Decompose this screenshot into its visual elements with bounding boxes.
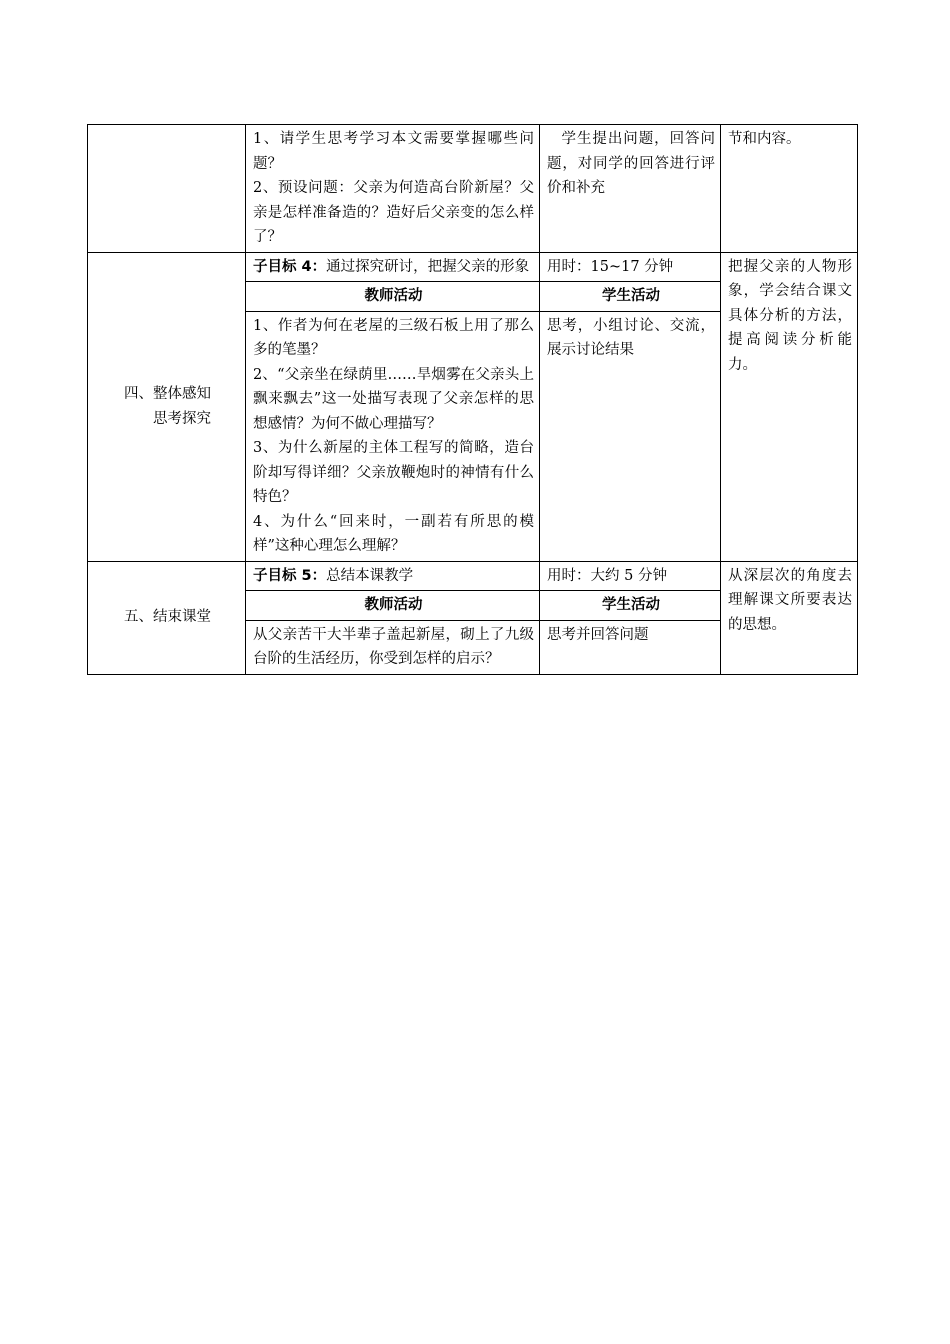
design-intent-cell: 把握父亲的人物形象，学会结合课文具体分析的方法，提高阅读分析能力。 [721, 252, 858, 561]
table-row [88, 125, 858, 253]
design-intent-cell: 节和内容。 [721, 125, 858, 253]
teacher-question: 3、为什么新屋的主体工程写的简略，造台阶却写得详细？父亲放鞭炮时的神情有什么特色？ [253, 440, 534, 505]
table-row [88, 561, 858, 591]
teacher-activity-cell: 从父亲苦干大半辈子盖起新屋，砌上了九级台阶的生活经历，你受到怎样的启示？ [246, 620, 540, 674]
stage-title: 四、整体感知 [124, 386, 211, 402]
teacher-activity-header: 教师活动 [246, 591, 540, 621]
teacher-question: 2、预设问题：父亲为何造高台阶新屋？父亲是怎样准备造的？造好后父亲变的怎么样了？ [253, 180, 534, 245]
teacher-activity-cell [246, 311, 540, 561]
teacher-activity-header: 教师活动 [246, 282, 540, 312]
goal-cell [246, 252, 540, 282]
stage-subtitle: 思考探究 [153, 410, 211, 427]
stage-cell: 五、结束课堂 [88, 561, 246, 674]
stage-cell-empty [88, 125, 246, 253]
goal-label: 子目标 5： [253, 567, 327, 584]
teacher-question: 1、请学生思考学习本文需要掌握哪些问题？ [253, 131, 534, 172]
teacher-question: 4、为什么“回来时，一副若有所思的模样”这种心理怎么理解？ [253, 513, 534, 554]
table-row [88, 252, 858, 282]
stage-cell [88, 252, 246, 561]
student-activity-header: 学生活动 [540, 591, 721, 621]
student-activity-cell: 思考并回答问题 [540, 620, 721, 674]
design-intent-cell: 从深层次的角度去理解课文所要表达的思想。 [721, 561, 858, 674]
time-cell: 用时：15~17 分钟 [540, 252, 721, 282]
time-cell: 用时：大约 5 分钟 [540, 561, 721, 591]
student-activity-cell: 思考，小组讨论、交流，展示讨论结果 [540, 311, 721, 561]
goal-text: 总结本课教学 [326, 567, 414, 584]
goal-text: 通过探究研讨，把握父亲的形象 [326, 258, 530, 275]
lesson-plan-table [87, 124, 858, 675]
student-activity-header: 学生活动 [540, 282, 721, 312]
student-activity-cell: 学生提出问题，回答问题，对同学的回答进行评价和补充 [540, 125, 721, 253]
goal-label: 子目标 4： [253, 258, 327, 275]
teacher-question: 1、作者为何在老屋的三级石板上用了那么多的笔墨？ [253, 317, 534, 358]
goal-cell [246, 561, 540, 591]
teacher-question: 2、“父亲坐在绿荫里……旱烟雾在父亲头上飘来飘去”这一处描写表现了父亲怎样的思想感情？为何不做心理描写？ [253, 366, 534, 432]
teacher-activity-cell [246, 125, 540, 253]
